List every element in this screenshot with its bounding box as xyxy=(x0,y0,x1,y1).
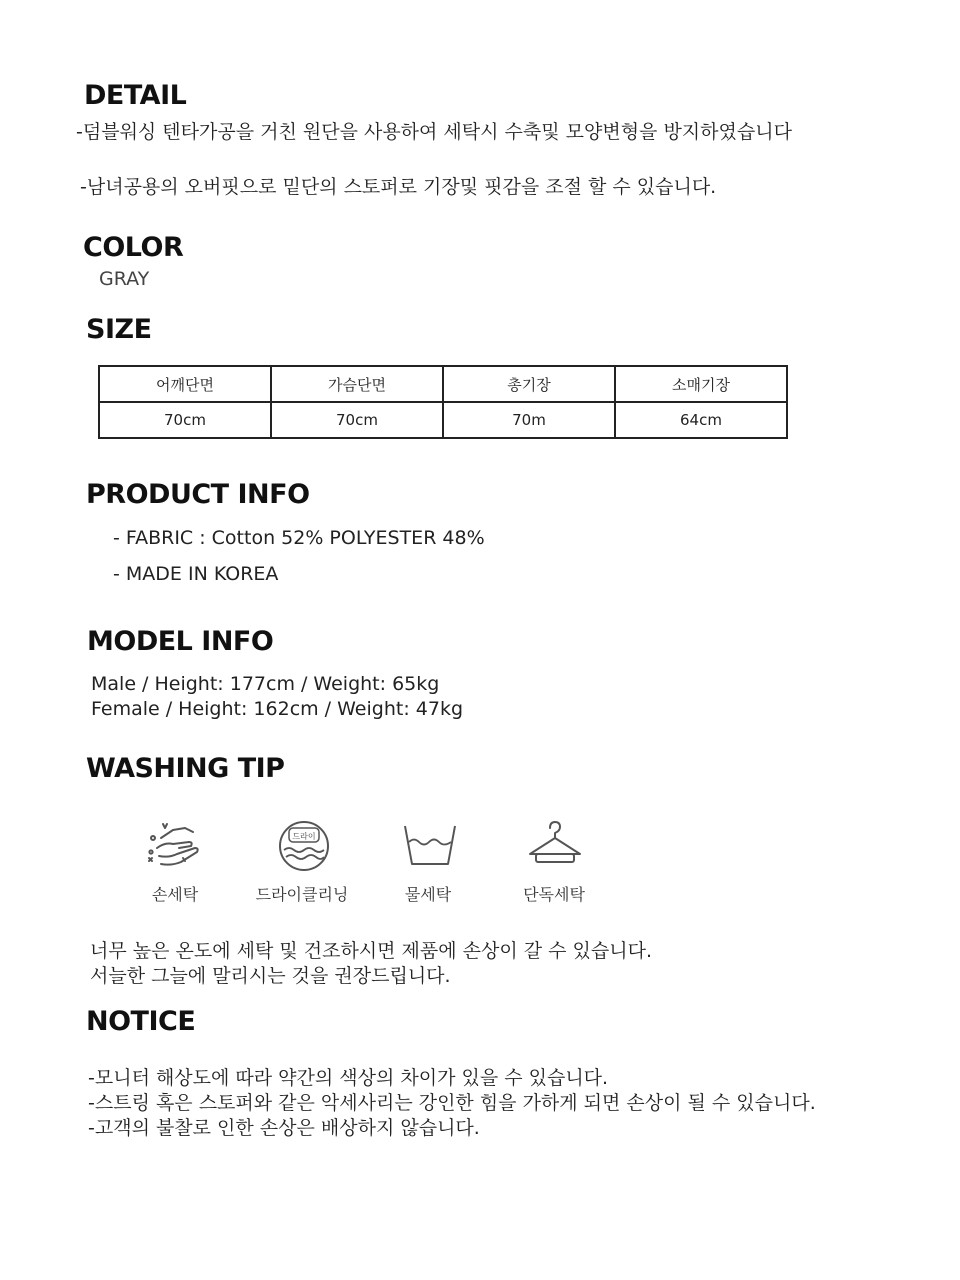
water-wash-label: 물세탁 xyxy=(404,885,452,904)
dry-cleaning-icon xyxy=(276,820,332,876)
size-value-shoulder: 70cm xyxy=(99,402,271,438)
size-table-header-row xyxy=(99,366,787,402)
product-origin: - MADE IN KOREA xyxy=(113,563,279,585)
hanger-icon xyxy=(526,818,584,874)
dry-cleaning-label: 드라이클리닝 xyxy=(255,885,349,904)
product-info-heading: PRODUCT INFO xyxy=(86,479,310,510)
detail-heading: DETAIL xyxy=(84,80,187,111)
size-value-length: 70m xyxy=(443,402,615,438)
hand-wash-icon xyxy=(143,818,207,874)
single-wash-label: 단독세탁 xyxy=(523,885,585,904)
size-table xyxy=(98,365,788,439)
detail-line-1: -덤블워싱 텐타가공을 거친 원단을 사용하여 세탁시 수축및 모양변형을 방지하였습니다 xyxy=(76,121,792,143)
washing-note-2: 서늘한 그늘에 말리시는 것을 권장드립니다. xyxy=(90,965,451,987)
hand-wash-label: 손세탁 xyxy=(151,885,199,904)
notice-heading: NOTICE xyxy=(86,1006,196,1037)
washing-note-1: 너무 높은 온도에 세탁 및 건조하시면 제품에 손상이 갈 수 있습니다. xyxy=(90,940,652,962)
size-value-chest: 70cm xyxy=(271,402,443,438)
model-info-heading: MODEL INFO xyxy=(87,626,274,657)
size-header-shoulder: 어깨단면 xyxy=(99,366,271,402)
color-heading: COLOR xyxy=(83,232,184,263)
water-wash-icon xyxy=(402,822,458,872)
size-heading: SIZE xyxy=(86,314,152,345)
product-fabric: - FABRIC : Cotton 52% POLYESTER 48% xyxy=(113,527,485,549)
notice-line-1: -모니터 해상도에 따라 약간의 색상의 차이가 있을 수 있습니다. xyxy=(88,1067,609,1089)
size-header-length: 총기장 xyxy=(443,366,615,402)
dry-badge-text: 드라이 xyxy=(292,832,316,841)
size-value-sleeve: 64cm xyxy=(615,402,787,438)
size-header-chest: 가슴단면 xyxy=(271,366,443,402)
size-table-value-row xyxy=(99,402,787,438)
detail-line-2: -남녀공용의 오버핏으로 밑단의 스토퍼로 기장및 핏감을 조절 할 수 있습니다. xyxy=(80,176,717,198)
size-header-sleeve: 소매기장 xyxy=(615,366,787,402)
washing-tip-heading: WASHING TIP xyxy=(86,753,285,784)
model-male: Male / Height: 177cm / Weight: 65kg xyxy=(91,673,440,695)
model-female: Female / Height: 162cm / Weight: 47kg xyxy=(91,698,464,720)
notice-line-2: -스트링 혹은 스토퍼와 같은 악세사리는 강인한 힘을 가하게 되면 손상이 될 수 있습니다. xyxy=(88,1092,816,1114)
notice-line-3: -고객의 불찰로 인한 손상은 배상하지 않습니다. xyxy=(88,1117,480,1139)
color-value: GRAY xyxy=(99,268,150,290)
